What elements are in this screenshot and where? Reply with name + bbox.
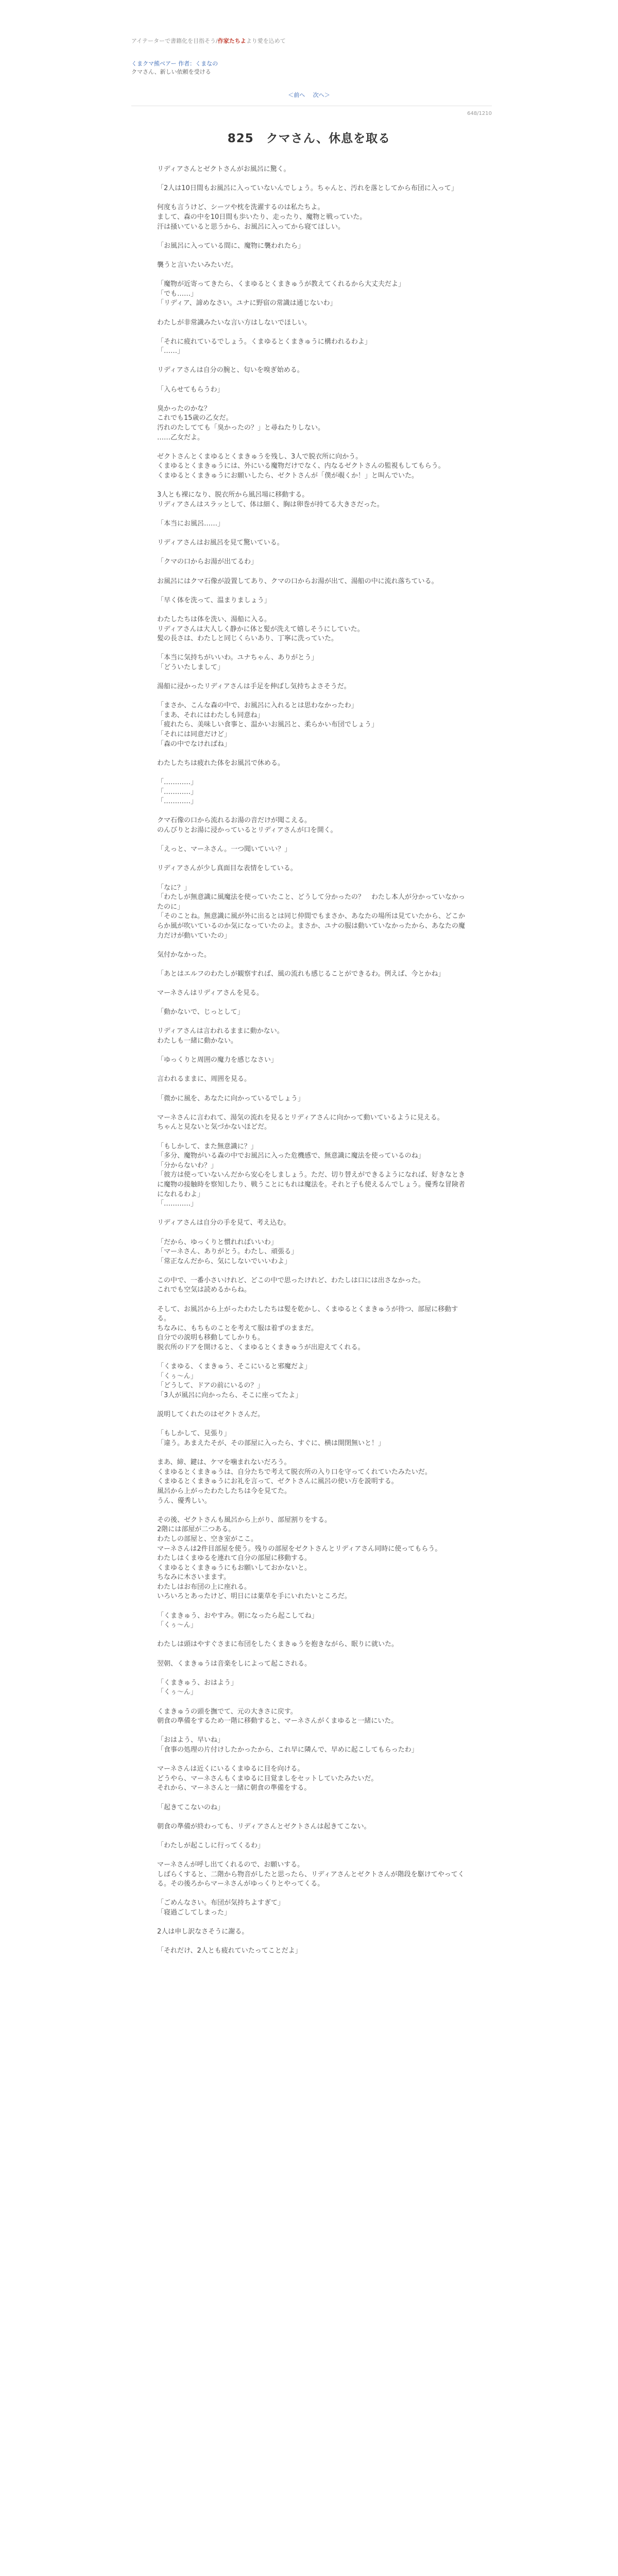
tagline-pre: アイテーターで書籍化を目指そう/ [131, 38, 218, 44]
novel-subtitle: クマさん、新しい依頼を受ける [131, 69, 211, 75]
body-paragraph: 「くまきゅう、おやすみ。朝になったら起こしてね」 「くぅ〜ん」 [157, 1612, 318, 1630]
body-paragraph: 「もしかして、また無意識に？」 「多分、魔物がいる森の中でお風呂に入った危機感で、無意識に魔法を使っているのね」 「分からないわ？」 「彼方は使っていないんだから安心をしましょう。ただ、切り替えができるようになれば、好きなときに魔物の接触時を察知したり、戦うことにもれは魔法を。それと子も使えるんでしょう。優秀な冒険者になれるわよ」 「…………」 [157, 1142, 466, 1208]
body-paragraph: ゼクトさんとくまゆるとくまきゅうを残し、3人で脱衣所に向かう。 くまゆるとくまきゅうには、外にいる魔物だけでなく、内なるゼクトさんの監視もしてもらう。 くまゆるとくまきゅうにお願いしたら、ゼクトさんが「僕が覗くか！」と叫んでいた。 [157, 452, 445, 480]
body-paragraph: お風呂にはクマ石像が設置してあり、クマの口からお湯が出て、湯船の中に流れ落ちている。 [157, 577, 438, 585]
body-paragraph: その後、ゼクトさんも風呂から上がり、部屋割りをする。 2階には部屋が二つある。 わたしの部屋と、空き室がここ。 マーネさんは2件目部屋を使う。残りの部屋をゼクトさんとリディアさん同時に使ってもらう。 わたしはくまゆるを連れて自分の部屋に移動する。 くまゆるとくまきゅうにもお願いしておかないと。 ちなみに木さいまます。 わたしはお布団の上に座れる。 いろいろとあったけど、明日には薬草を手にいれたいところだ。 [157, 1516, 442, 1601]
body-paragraph: リディアさんとゼクトさんがお風呂に驚く。 [157, 165, 290, 173]
body-paragraph: マーネさんはリディアさんを見る。 [157, 989, 264, 997]
body-paragraph: 襲うと言いたいみたいだ。 [157, 261, 238, 269]
body-paragraph: 翌朝、くまきゅうは音楽をしによって起こされる。 [157, 1659, 312, 1668]
body-paragraph: 「それだけ、2人とも疲れていたってことだよ」 [157, 1947, 302, 1955]
body-paragraph: 「それに疲れているでしょう。くまゆるとくまきゅうに構われるわよ」 「……」 [157, 337, 371, 355]
body-paragraph: 「微かに風を、あなたに向かっているでしょう」 [157, 1094, 304, 1103]
body-paragraph: 「だから、ゆっくりと慣れればいいわ」 「マーネさん、ありがとう。わたし、頑張る」 「常正なんだから、気にしないでいいわよ」 [157, 1238, 298, 1265]
body-paragraph: 説明してくれたのはゼクトさんだ。 [157, 1411, 265, 1419]
next-episode-link[interactable]: 次へ＞ [313, 92, 330, 98]
body-paragraph: 「くまゆる、くまきゅう、そこにいると邪魔だよ」 「くぅ〜ん」 「どうして、ドアの前にいるの？」 「3人が風呂に向かったら、そこに座ってたよ」 [157, 1363, 312, 1399]
body-paragraph: わたしは頭はやすぐさまに布団をしたくまきゅうを抱きながら、眠りに就いた。 [157, 1640, 399, 1649]
body-paragraph: 「わたしが起こしに行ってくるわ」 [157, 1841, 265, 1850]
body-paragraph: 「なに？」 「わたしが無意識に風魔法を使っていたこと、どうして分かったの？ わたし本人が分かっていなかったのに」 「そのことね。無意識に風が外に出るとは同じ仲間でもまさか、あなたの場所は見ていたから、どこからか風が吹いているのか気になっていたのよ。まさか、ユナの服は動いていなかったから、あなたの魔力だけが動いていたの」 [157, 884, 466, 940]
tagline-post: より愛を込めて [246, 38, 286, 44]
body-paragraph: リディアさんは言われるままに動かない。 わたしも一緒に動かない。 [157, 1027, 284, 1045]
body-paragraph: 「…………」 「…………」 「…………」 [157, 778, 198, 806]
body-paragraph: 「くまきゅう、おはよう」 「くぅ〜ん」 [157, 1679, 238, 1697]
body-paragraph: 気付かなかった。 [157, 951, 211, 959]
body-paragraph: 「あとはエルフのわたしが観察すれば、風の流れも感じることができるわ。例えば、今とかね」 [157, 970, 445, 978]
body-paragraph: 3人とも裸になり、脱衣所から風呂場に移動する。 リディアさんはスラッとして、体は細く、胸は卵巻が持てる大きさだった。 [157, 491, 384, 509]
body-paragraph: マーネさんが呼し出てくれるので、お願いする。 しばらくすると、二階から物音がしたと思ったら、リディアさんとゼクトさんが階段を駆けてやってくる。その後ろからマーネさんがゆっくりとやってくる。 [157, 1861, 465, 1888]
body-paragraph: 「おはよう、早いね」 「食事の処理の片付けしたかったから、これ早に隣んで、早めに起こしてもらったわ」 [157, 1736, 418, 1754]
body-paragraph: くまきゅうの頭を撫でて、元の大きさに戻す。 朝食の準備をするため一階に移動すると、マーネさんがくまゆると一緒にいた。 [157, 1707, 398, 1725]
episode-counter: 648/1210 [467, 111, 492, 116]
body-paragraph: 朝食の準備が終わっても、リディアさんとゼクトさんは起きてこない。 [157, 1822, 371, 1831]
novel-title-link[interactable]: くまクマ熊ベアー 作者：くまなの [131, 60, 218, 67]
body-paragraph: まあ、締、鍵は、ケマを噛まれないだろう。 くまゆるとくまきゅうは、自分たちで考えて脱衣所の入り口を守ってくれていたみたいだ。 くまゆるとくまきゅうにお礼を言って、ゼクトさんに風呂の使い方を説明する。 風呂から上がったわたしたちは今を見てた。 うん、優秀しい。 [157, 1459, 432, 1505]
body-paragraph: 臭かったのかな？ これでも15歳の乙女だ。 汚れのたしてても「臭かったの？」と尋ねたりしない。 ……乙女だよ。 [157, 404, 325, 442]
body-paragraph: 「えっと、マーネさん。一つ聞いていい？」 [157, 845, 291, 854]
body-paragraph: 「まさか、こんな森の中で、お風呂に入れるとは思わなかったわ」 「まあ、それにはわたしも同意ね」 「疲れたら、美味しい食事と、温かいお風呂と、柔らかい布団でしょう」 「それには同意だけど」 「森の中でなければね」 [157, 702, 379, 748]
body-paragraph: 「本当にお風呂……」 [157, 519, 225, 528]
body-paragraph: 何度も言うけど、シーツや枕を洗濯するのは私たちよ。 まして、森の中を10日間も歩いたり、走ったり、魔物と戦っていた。 汗は掻いていると思うから、お風呂に入ってから寝てほしい。 [157, 204, 367, 231]
body-paragraph: わたしたちは疲れた体をお風呂で休める。 [157, 759, 285, 767]
body-paragraph: 「早く体を洗って、温まりましょう」 [157, 596, 271, 604]
body-paragraph: 「起きてこないのね」 [157, 1803, 225, 1811]
body-paragraph: 湯船に浸かったリディアさんは手足を伸ばし気持ちよさそうだ。 [157, 683, 351, 691]
body-paragraph: リディアさんは自分の腕と、匂いを嗅ぎ始める。 [157, 366, 304, 375]
body-paragraph: 「入らせてもらうわ」 [157, 385, 224, 394]
body-paragraph: 「お風呂に入っている間に、魔物に襲われたら」 [157, 242, 305, 250]
body-paragraph: 「もしかして、見張り」 「違う。あまえたそが、その部屋に入ったら、すぐに、横は開閉無いと！」 [157, 1430, 385, 1447]
body-paragraph: マーネさんに言われて、湯気の流れを見るとリディアさんに向かって動いているように見える。 ちゃんと見ないと気づかないほどだ。 [157, 1113, 444, 1131]
body-paragraph: リディアさんは自分の手を見て、考え込む。 [157, 1219, 290, 1227]
body-paragraph: わたしが非常識みたいな言い方はしないでほしい。 [157, 318, 312, 327]
chapter-title: 825 クマさん、休息を取る [227, 132, 391, 145]
body-paragraph: 「クマの口からお湯が出てるわ」 [157, 558, 258, 566]
site-tagline [131, 37, 492, 45]
body-paragraph: リディアさんが少し真面目な表情をしている。 [157, 865, 297, 873]
novel-body [157, 165, 466, 1956]
body-paragraph: 「本当に気持ちがいいわ。ユナちゃん、ありがとう」 「どういたしまして」 [157, 654, 318, 671]
prev-episode-link[interactable]: ＜前へ [288, 92, 305, 98]
body-paragraph: マーネさんは近くにいるくまゆるに目を向ける。 どうやら、マーネさんもくまゆるに目覚ましをセットしていたみたいだ。 それから、マーネさんと一緒に朝食の準備をする。 [157, 1765, 378, 1792]
body-paragraph: 「2人は10日間もお風呂に入っていないんでしょう。ちゃんと、汚れを落としてから布団に入って」 [157, 184, 458, 193]
body-paragraph: 「魔物が近寄ってきたら、くまゆるとくまきゅうが教えてくれるから大丈夫だよ」 「でも……」 「リディア、諦めなさい。ユナに野宿の常識は通じないわ」 [157, 280, 405, 308]
site-brand-link[interactable]: 作家たちよ [217, 38, 246, 44]
body-paragraph: 「ごめんなさい。布団が気持ちよすぎて」 「寝過ごしてしまった」 [157, 1899, 285, 1917]
body-paragraph: クマ石像の口から流れるお湯の音だけが聞こえる。 のんびりとお湯に浸かっているとリディアさんが口を開く。 [157, 817, 337, 834]
body-paragraph: リディアさんはお風呂を見て驚いている。 [157, 539, 284, 547]
body-paragraph: 「動かないで、じっとして」 [157, 1008, 244, 1016]
body-paragraph: わたしたちは体を洗い、湯船に入る。 リディアさんは大人しく静かに体と髪が洗えて嬉しそうにしていた。 髪の長さは、わたしと同じくらいあり、丁寧に洗っていた。 [157, 615, 364, 643]
body-paragraph: 「ゆっくりと周囲の魔力を感じなさい」 [157, 1056, 278, 1064]
body-paragraph: 言われるままに、周囲を見る。 [157, 1075, 251, 1083]
pager-top [0, 91, 618, 99]
body-paragraph: そして、お風呂から上がったわたしたちは髪を乾かし、くまゆるとくまきゅうが待つ、部屋に移動する。 ちなみに、もちものことを考えて服は着ずのままだ。 自分での説明も移動してしかりも。 脱衣所のドアを開けると、くまゆるとくまきゅうが出迎えてくれる。 [157, 1305, 458, 1352]
body-paragraph: 2人は申し訳なさそうに謝る。 [157, 1928, 249, 1936]
body-paragraph: この中で、一番小さいけれど、どこの中で思ったけれど、わたしは口には出さなかった。 これでも空気は読めるからね。 [157, 1276, 425, 1294]
site-header [131, 37, 492, 76]
